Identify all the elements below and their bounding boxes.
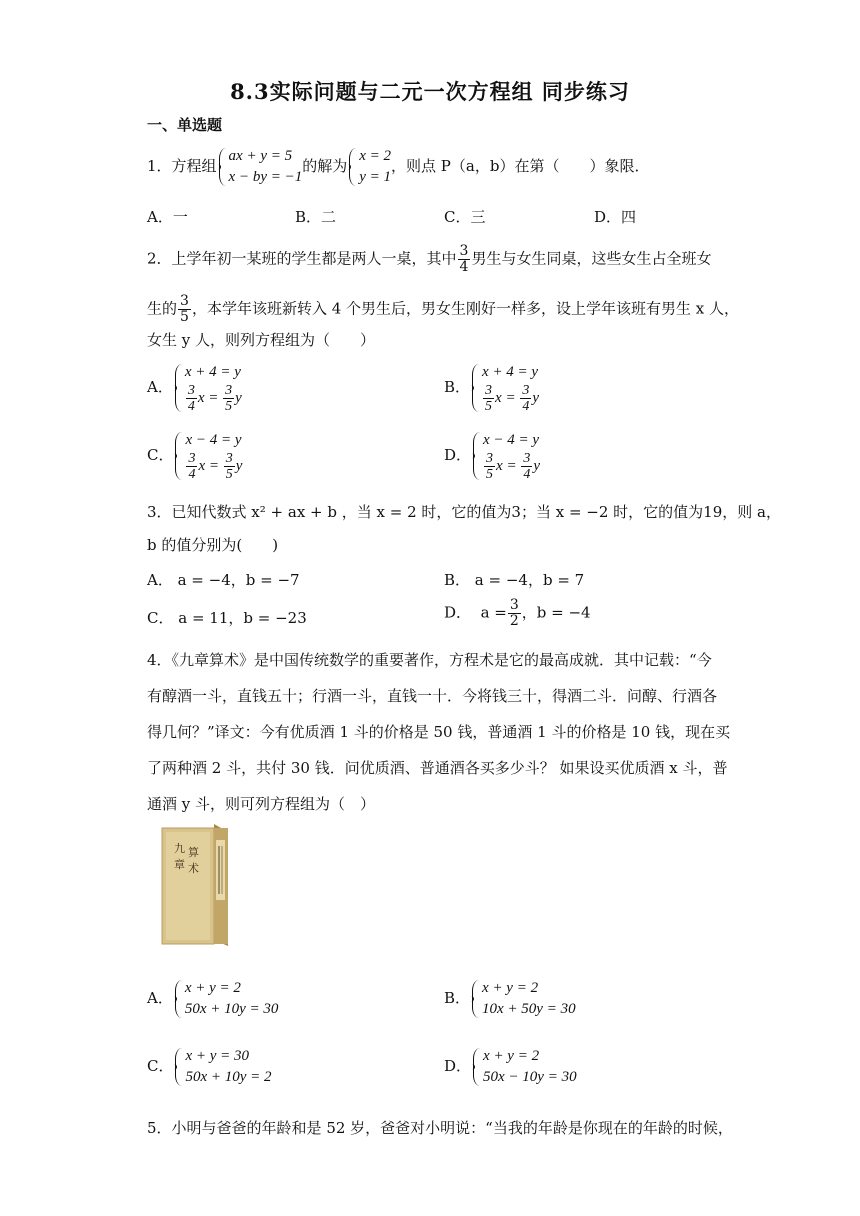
eq: x + y = 2 xyxy=(483,1048,540,1064)
frac-num: 3 xyxy=(486,451,494,466)
option-label: A． xyxy=(147,378,173,396)
q2-c-system xyxy=(173,430,242,482)
eq: 50x − 10y = 30 xyxy=(483,1069,577,1085)
q1-solution xyxy=(347,146,391,188)
q3-option-b[interactable]: B． a = −4，b = 7 xyxy=(444,571,585,589)
eq: x + y = 2 xyxy=(482,980,539,996)
q3-d-fraction xyxy=(508,598,521,629)
q1-sol-1: x = 2 xyxy=(359,148,392,164)
q3-option-c[interactable]: C． a = 11，b = −23 xyxy=(147,609,307,627)
q2-fraction-3-4 xyxy=(458,244,471,275)
q4-option-a[interactable] xyxy=(147,978,278,1020)
q4-line-5: 通酒 y 斗，则可列方程组为（ ） xyxy=(147,795,376,813)
eq: x + 4 = y xyxy=(482,364,539,380)
q4-line-1: 4．《九章算术》是中国传统数学的重要著作，方程术是它的最高成就．其中记载：“今 xyxy=(147,651,712,669)
q1-option-c[interactable]: C．三 xyxy=(444,208,486,226)
eq: x + y = 2 xyxy=(184,980,241,996)
q2-d-system xyxy=(471,430,540,482)
frac-num: 3 xyxy=(485,383,493,398)
book-cover-text: 章 xyxy=(174,858,185,871)
q4-line-3: 得几何？”译文：今有优质酒 1 斗的价格是 50 钱，普通酒 1 斗的价格是 10 钱，现在买 xyxy=(147,723,731,741)
book-cover-text: 算 xyxy=(188,846,199,859)
q3-d-a: a = xyxy=(480,603,507,622)
option-label: B． xyxy=(444,378,471,396)
question-1 xyxy=(147,146,649,188)
eq: $\frac{3}{5}$ x = $\frac{3}{4}$ y xyxy=(486,451,540,482)
eq: $\frac{3}{4}$ x = $\frac{3}{5}$ y xyxy=(187,383,242,414)
q2-option-c[interactable] xyxy=(147,430,242,482)
book-cover-text: 术 xyxy=(188,862,199,875)
section-heading: 一、单选题 xyxy=(147,116,223,134)
frac-den: 5 xyxy=(485,399,493,414)
q1-option-d[interactable]: D．四 xyxy=(594,208,637,226)
q4-option-b[interactable] xyxy=(444,978,576,1020)
eq: x + 4 = y xyxy=(184,364,241,380)
frac-den: 2 xyxy=(509,613,519,629)
frac-den: 4 xyxy=(523,467,531,482)
q2-line-1 xyxy=(147,244,711,275)
frac-den: 5 xyxy=(180,309,189,325)
eq: x − 4 = y xyxy=(483,432,540,448)
frac-num: 3 xyxy=(225,383,233,398)
q2-option-d[interactable] xyxy=(444,430,540,482)
q4-d-system xyxy=(471,1046,577,1088)
q4-line-4: 了两种酒 2 斗，共付 30 钱．问优质酒、普通酒各买多少斗？ 如果设买优质酒 x 斗，普 xyxy=(147,759,728,777)
frac-den: 5 xyxy=(486,467,494,482)
frac-den: 4 xyxy=(459,259,469,275)
q4-option-d[interactable] xyxy=(444,1046,577,1088)
q4-a-system xyxy=(173,978,279,1020)
frac-den: 5 xyxy=(225,467,233,482)
q2-option-a[interactable] xyxy=(147,362,242,414)
q1-suffix: ，则点 P（a，b）在第（ ）象限． xyxy=(391,157,650,175)
eq: x − 4 = y xyxy=(185,432,242,448)
q1-eq-2: x − by = −1 xyxy=(228,169,303,185)
q1-option-b[interactable]: B．二 xyxy=(295,208,337,226)
option-label: D． xyxy=(444,1057,472,1075)
q2-line-2 xyxy=(147,294,739,325)
q4-b-system xyxy=(470,978,576,1020)
q3-line-1: 3．已知代数式 x² + ax + b ，当 x = 2 时，它的值为3；当 x = −2 时，它的值为19，则 a， xyxy=(147,503,781,521)
frac-den: 4 xyxy=(188,467,196,482)
frac-num: 3 xyxy=(509,597,519,613)
page-title: 8.3实际问题与二元一次方程组 同步练习 xyxy=(230,79,630,104)
q4-option-c[interactable] xyxy=(147,1046,272,1088)
book-cover-text: 九 xyxy=(174,842,185,855)
option-label: D． xyxy=(444,446,472,464)
option-label: C． xyxy=(147,446,174,464)
frac-num: 3 xyxy=(180,293,189,309)
eq: 50x + 10y = 2 xyxy=(185,1069,272,1085)
q2-text-2a: 生的 xyxy=(147,299,178,318)
q1-sol-2: y = 1 xyxy=(359,169,392,185)
eq: x + y = 30 xyxy=(185,1048,250,1064)
option-label: D． xyxy=(444,603,472,622)
q1-prefix: 1．方程组 xyxy=(147,157,217,175)
q1-eq-1: ax + y = 5 xyxy=(228,148,293,164)
q1-system-equations xyxy=(217,146,303,188)
frac-num: 3 xyxy=(522,383,530,398)
q3-d-b: ，b = −4 xyxy=(521,603,591,622)
q2-option-b[interactable] xyxy=(444,362,539,414)
frac-num: 3 xyxy=(188,451,196,466)
q2-a-system xyxy=(173,362,242,414)
eq: 10x + 50y = 30 xyxy=(482,1001,576,1017)
frac-num: 3 xyxy=(225,451,233,466)
q2-text-1b: 男生与女生同桌，这些女生占全班女 xyxy=(471,249,712,268)
option-label: A． xyxy=(147,989,173,1007)
q2-text-2b: ，本学年该班新转入 4 个男生后，男女生刚好一样多，设上学年该班有男生 x 人， xyxy=(191,299,740,318)
option-label: C． xyxy=(147,1057,174,1075)
frac-den: 5 xyxy=(225,399,233,414)
frac-num: 3 xyxy=(459,243,469,259)
book-image xyxy=(158,822,236,950)
q3-line-2: b 的值分别为( ) xyxy=(147,536,279,554)
q4-c-system xyxy=(173,1046,271,1088)
frac-num: 3 xyxy=(523,451,531,466)
eq: $\frac{3}{5}$ x = $\frac{3}{4}$ y xyxy=(485,383,539,414)
q4-line-2: 有醇酒一斗，直钱五十；行酒一斗，直钱一十．今将钱三十，得酒二斗．问醇、行酒各 xyxy=(147,687,718,705)
q5-line-1: 5．小明与爸爸的年龄和是 52 岁，爸爸对小明说：“当我的年龄是你现在的年龄的时候， xyxy=(147,1119,733,1137)
q1-mid-text: 的解为 xyxy=(302,157,348,175)
eq: $\frac{3}{4}$ x = $\frac{3}{5}$ y xyxy=(188,451,243,482)
frac-den: 4 xyxy=(187,399,195,414)
q3-option-d[interactable] xyxy=(444,598,591,629)
eq: 50x + 10y = 30 xyxy=(184,1001,279,1017)
option-label: B． xyxy=(444,989,471,1007)
frac-num: 3 xyxy=(187,383,195,398)
q2-line-3: 女生 y 人，则列方程组为（ ） xyxy=(147,331,376,349)
q2-text-1a: 2．上学年初一某班的学生都是两人一桌，其中 xyxy=(147,249,457,268)
q1-option-a[interactable]: A．一 xyxy=(147,208,188,226)
q2-fraction-3-5 xyxy=(178,294,191,325)
q2-b-system xyxy=(470,362,539,414)
frac-den: 4 xyxy=(522,399,530,414)
q3-option-a[interactable]: A． a = −4，b = −7 xyxy=(147,571,300,589)
